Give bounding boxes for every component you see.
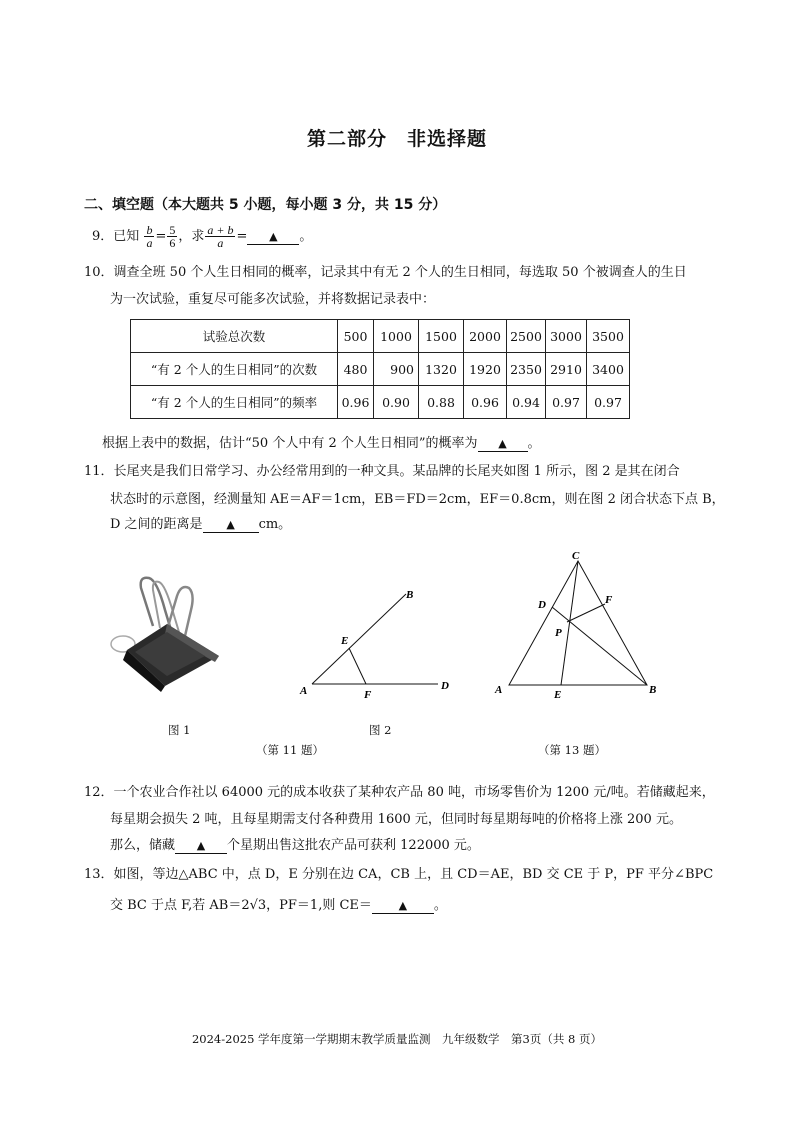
label-P: P xyxy=(555,627,562,639)
segment-PF xyxy=(567,604,605,622)
part-title: 第二部分 非选择题 xyxy=(306,128,487,150)
table-cell: 0.94 xyxy=(507,386,546,419)
label-F: F xyxy=(364,689,372,700)
triangle-ABC xyxy=(509,561,647,685)
q13-answer-blank[interactable]: ▲ xyxy=(372,899,434,914)
label-D: D xyxy=(441,680,449,692)
label-F: F xyxy=(605,594,613,606)
binder-clip-image xyxy=(105,570,225,692)
label-B: B xyxy=(649,684,657,696)
table-cell: 0.90 xyxy=(374,386,419,419)
label-E: E xyxy=(554,689,562,701)
question-9: 9．已知 $\frac{b}{a}$ = $\frac{5}{6}$ ，求 $\frac{a + b}{a}$ = ▲ 。 xyxy=(92,223,313,250)
q13-line-2: 交 BC 于点 F,若 AB＝2√3，PF＝1,则 CE＝ ▲ 。 xyxy=(110,898,447,913)
q9-answer-blank[interactable]: ▲ xyxy=(247,230,299,245)
label-E: E xyxy=(341,635,349,647)
table-cell: “有 2 个人的生日相同”的频率 xyxy=(131,386,338,419)
table-cell: 1920 xyxy=(464,353,507,386)
table-cell: 试验总次数 xyxy=(131,320,338,353)
table-cell: 0.96 xyxy=(338,386,374,419)
q10-answer-blank[interactable]: ▲ xyxy=(478,437,528,452)
q12-line-1: 12．一个农业合作社以 64000 元的成本收获了某种农产品 80 吨，市场零售价为 1200 元/吨。若储藏起来， xyxy=(84,785,715,800)
table-cell: 900 xyxy=(374,353,419,386)
table-row xyxy=(131,353,630,386)
segment-CE xyxy=(561,561,578,685)
q9-fraction-5-over-6: $\frac{5}{6}$ xyxy=(169,223,176,250)
table-cell: 1000 xyxy=(374,320,419,353)
q12-answer-blank[interactable]: ▲ xyxy=(175,839,227,854)
q11-line-3: D 之间的距离是 ▲ cm。 xyxy=(110,517,292,532)
q12-line-2: 每星期会损失 2 吨，且每星期需支付各种费用 1600 元，但同时每星期每吨的价格将上涨 200 元。 xyxy=(110,812,682,827)
table-cell: 3400 xyxy=(587,353,630,386)
q11-line-1: 11．长尾夹是我们日常学习、办公经常用到的一种文具。某品牌的长尾夹如图 1 所示，图 2 是其在闭合 xyxy=(84,464,680,479)
label-D: D xyxy=(538,599,546,611)
q10-line-2: 为一次试验，重复尽可能多次试验，并将数据记录表中： xyxy=(110,292,436,307)
table-cell: 0.96 xyxy=(464,386,507,419)
line-AB xyxy=(312,594,406,684)
table-cell: 1320 xyxy=(419,353,464,386)
table-cell: 2500 xyxy=(507,320,546,353)
table-cell: 3000 xyxy=(546,320,587,353)
table-cell: 0.97 xyxy=(587,386,630,419)
figure-2-caption: 图 2 xyxy=(369,723,392,737)
label-B: B xyxy=(406,589,414,601)
label-A: A xyxy=(495,684,503,696)
figure-2-diagram xyxy=(290,582,460,700)
q12-line-3: 那么，储藏 ▲ 个星期出售这批农产品可获利 122000 元。 xyxy=(110,838,480,853)
q13-figure-caption: （第 13 题） xyxy=(538,743,606,757)
table-cell: 500 xyxy=(338,320,374,353)
q9-given: 已知 xyxy=(113,229,140,244)
table-row xyxy=(131,386,630,419)
table-cell: 2000 xyxy=(464,320,507,353)
table-cell: 0.88 xyxy=(419,386,464,419)
q10-line-3: 根据上表中的数据，估计“50 个人中有 2 个人生日相同”的概率为 ▲ 。 xyxy=(102,436,541,451)
table-cell: 2910 xyxy=(546,353,587,386)
q10-data-table xyxy=(130,319,630,419)
table-cell: 0.97 xyxy=(546,386,587,419)
label-A: A xyxy=(300,685,308,697)
table-cell: 1500 xyxy=(419,320,464,353)
table-cell: 3500 xyxy=(587,320,630,353)
page-footer: 2024-2025 学年度第一学期期末教学质量监测 九年级数学 第3页（共 8 页） xyxy=(191,1032,602,1046)
figure-1-caption: 图 1 xyxy=(168,723,191,737)
table-cell: “有 2 个人的生日相同”的次数 xyxy=(131,353,338,386)
section-heading: 二、填空题（本大题共 5 小题，每小题 3 分，共 15 分） xyxy=(84,197,447,213)
figure-13-diagram xyxy=(488,544,668,704)
q10-line-1: 10．调查全班 50 个人生日相同的概率，记录其中有无 2 个人的生日相同，每选取 50 个被调查人的生日 xyxy=(84,265,687,280)
q11-figure-caption: （第 11 题） xyxy=(256,743,324,757)
q11-line-2: 状态时的示意图，经测量知 AE＝AF＝1cm，EB＝FD＝2cm，EF＝0.8cm，则在图 2 闭合状态下点 B， xyxy=(110,492,725,507)
segment-EF xyxy=(349,648,366,684)
table-cell: 2350 xyxy=(507,353,546,386)
q13-line-1: 13．如图，等边△ABC 中，点 D，E 分别在边 CA，CB 上，且 CD＝AE，BD 交 CE 于 P，PF 平分∠BPC xyxy=(84,867,714,882)
table-row xyxy=(131,320,630,353)
q11-answer-blank[interactable]: ▲ xyxy=(203,518,259,533)
q9-fraction-apb-over-a: $\frac{a + b}{a}$ xyxy=(207,223,234,250)
q9-number: 9． xyxy=(92,229,114,244)
label-C: C xyxy=(572,550,580,562)
table-cell: 480 xyxy=(338,353,374,386)
q9-fraction-b-over-a: $\frac{b}{a}$ xyxy=(146,223,153,250)
